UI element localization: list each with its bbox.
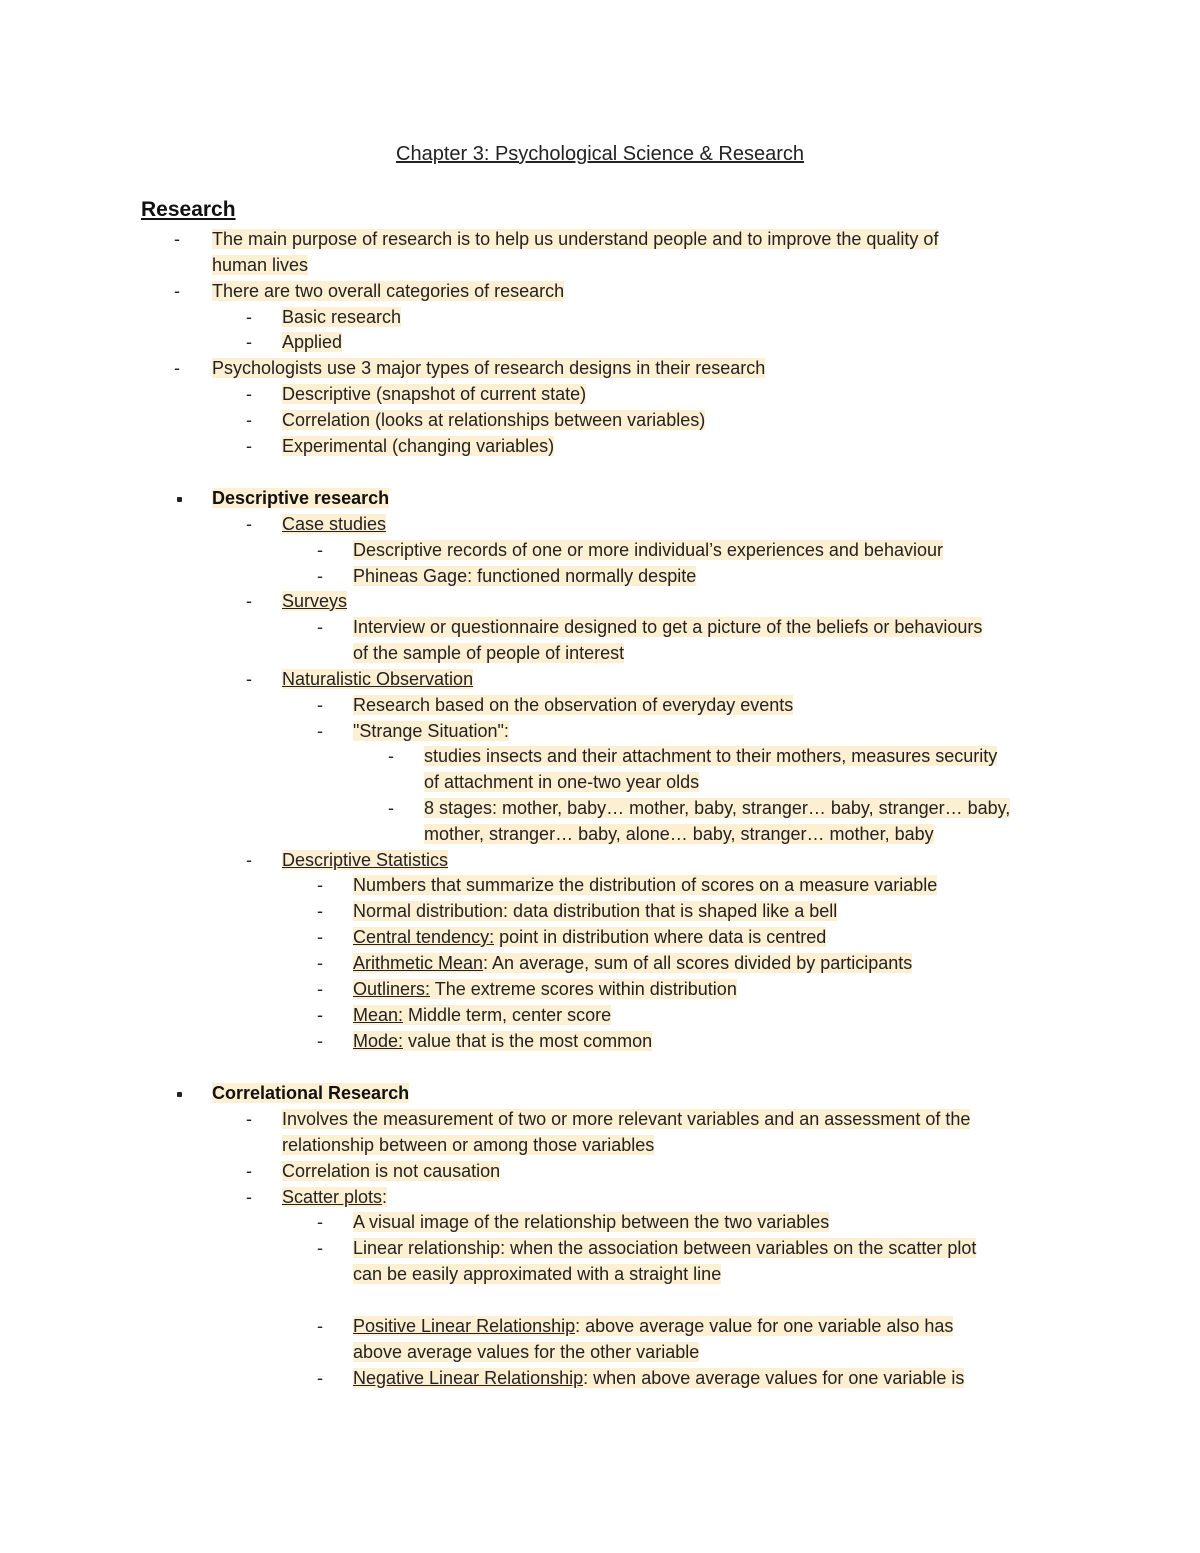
list-dash: - — [317, 953, 323, 973]
list-item: "Strange Situation": — [353, 721, 509, 741]
list-item: Outliners: The extreme scores within distribution — [353, 979, 737, 999]
list-dash: - — [388, 746, 394, 766]
list-item: Interview or questionnaire designed to get a picture of the beliefs or behaviours — [353, 617, 983, 637]
list-item: There are two overall categories of research — [212, 281, 565, 301]
list-item-continued: can be easily approximated with a straight line — [353, 1264, 722, 1284]
list-item: Positive Linear Relationship: above average value for one variable also has — [353, 1316, 954, 1336]
list-item: Research based on the observation of everyday events — [353, 695, 794, 715]
list-item: Applied — [282, 332, 343, 352]
list-dash: - — [317, 1212, 323, 1232]
list-dash: - — [317, 1316, 323, 1336]
list-dash: - — [246, 1109, 252, 1129]
list-item: Involves the measurement of two or more relevant variables and an assessment of the — [282, 1109, 971, 1129]
list-item: Correlation is not causation — [282, 1161, 501, 1181]
list-item: Central tendency: point in distribution where data is centred — [353, 927, 827, 947]
list-dash: - — [317, 1238, 323, 1258]
subsection-heading-descriptive: Descriptive research — [212, 488, 390, 508]
list-dash: - — [317, 617, 323, 637]
list-dash: - — [246, 591, 252, 611]
list-dash: - — [246, 332, 252, 352]
list-item: Case studies — [282, 514, 387, 534]
list-dash: - — [246, 1187, 252, 1207]
list-dash: - — [317, 695, 323, 715]
page-title: Chapter 3: Psychological Science & Research — [396, 143, 804, 165]
list-dash: - — [317, 1005, 323, 1025]
list-dash: - — [246, 384, 252, 404]
list-item: Descriptive (snapshot of current state) — [282, 384, 587, 404]
list-dash: - — [317, 1368, 323, 1388]
list-dash: - — [317, 901, 323, 921]
list-item: Negative Linear Relationship: when above average values for one variable is — [353, 1368, 965, 1388]
list-item: Scatter plots: — [282, 1187, 388, 1207]
list-dash: - — [317, 979, 323, 999]
list-item: A visual image of the relationship between the two variables — [353, 1212, 830, 1232]
list-item-continued: above average values for the other variable — [353, 1342, 700, 1362]
list-item: Experimental (changing variables) — [282, 436, 555, 456]
list-dash: - — [246, 514, 252, 534]
bullet-dot — [177, 1092, 182, 1097]
list-dash: - — [174, 229, 180, 249]
list-item: Mode: value that is the most common — [353, 1031, 653, 1051]
list-item-continued: human lives — [212, 255, 309, 275]
list-item: Psychologists use 3 major types of research designs in their research — [212, 358, 766, 378]
list-dash: - — [246, 436, 252, 456]
section-heading-research: Research — [141, 198, 236, 221]
list-item: Correlation (looks at relationships between variables) — [282, 410, 706, 430]
list-item: studies insects and their attachment to their mothers, measures security — [424, 746, 998, 766]
list-item: Numbers that summarize the distribution of scores on a measure variable — [353, 875, 938, 895]
list-item: Normal distribution: data distribution that is shaped like a bell — [353, 901, 838, 921]
list-item: Arithmetic Mean: An average, sum of all scores divided by participants — [353, 953, 913, 973]
subsection-heading-correlational: Correlational Research — [212, 1083, 410, 1103]
list-dash: - — [317, 721, 323, 741]
list-item: 8 stages: mother, baby… mother, baby, stranger… baby, stranger… baby, — [424, 798, 1011, 818]
list-item: Mean: Middle term, center score — [353, 1005, 612, 1025]
list-item: Surveys — [282, 591, 348, 611]
list-item: Naturalistic Observation — [282, 669, 474, 689]
list-item: Basic research — [282, 307, 402, 327]
list-dash: - — [317, 566, 323, 586]
list-dash: - — [317, 540, 323, 560]
list-item-continued: of the sample of people of interest — [353, 643, 625, 663]
list-item: Descriptive Statistics — [282, 850, 449, 870]
list-dash: - — [246, 1161, 252, 1181]
list-item-continued: of attachment in one-two year olds — [424, 772, 700, 792]
list-item: Phineas Gage: functioned normally despite — [353, 566, 697, 586]
list-item-continued: mother, stranger… baby, alone… baby, stranger… mother, baby — [424, 824, 934, 844]
list-dash: - — [246, 410, 252, 430]
list-dash: - — [174, 358, 180, 378]
list-item-continued: relationship between or among those variables — [282, 1135, 655, 1155]
list-dash: - — [317, 927, 323, 947]
list-dash: - — [246, 669, 252, 689]
list-item: Descriptive records of one or more individual’s experiences and behaviour — [353, 540, 943, 560]
list-dash: - — [317, 1031, 323, 1051]
bullet-dot — [177, 497, 182, 502]
list-dash: - — [388, 798, 394, 818]
list-dash: - — [246, 850, 252, 870]
list-item: Linear relationship: when the association between variables on the scatter plot — [353, 1238, 977, 1258]
list-dash: - — [317, 875, 323, 895]
list-dash: - — [174, 281, 180, 301]
list-dash: - — [246, 307, 252, 327]
list-item: The main purpose of research is to help us understand people and to improve the quality of — [212, 229, 939, 249]
